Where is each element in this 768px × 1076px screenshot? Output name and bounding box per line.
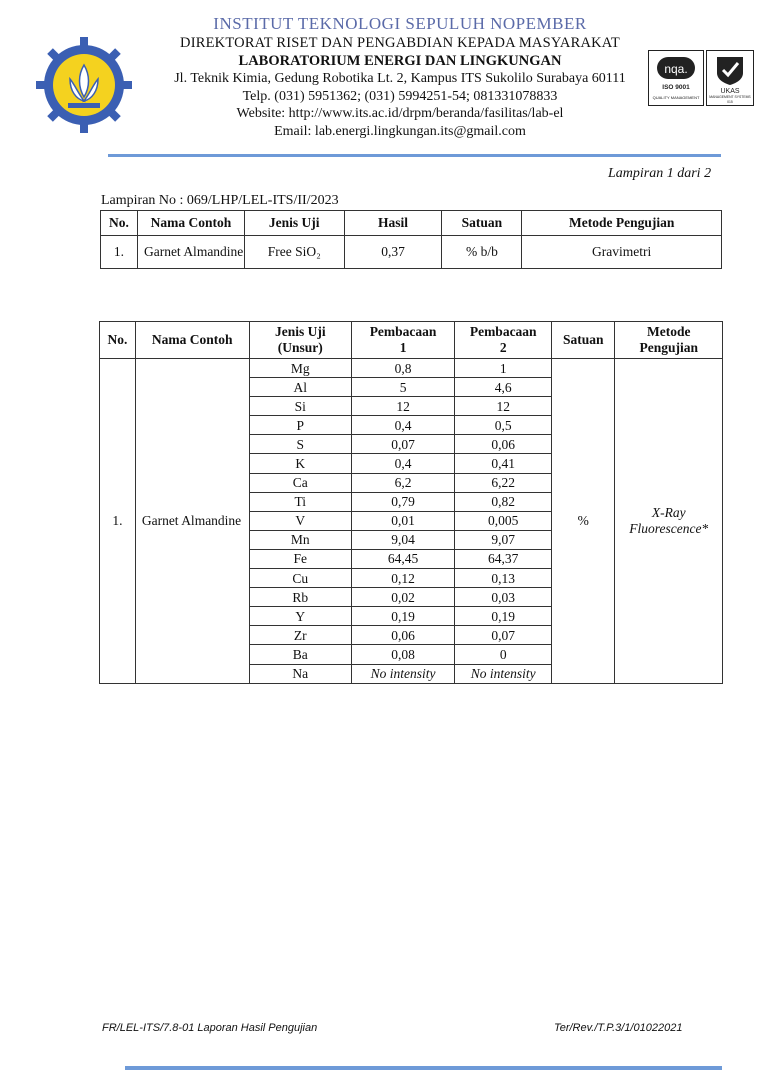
laboratory-name: LABORATORIUM ENERGI DAN LINGKUNGAN (238, 53, 562, 69)
cell-element: Cu (249, 569, 351, 588)
header-p1-line2: 1 (399, 340, 407, 355)
cell-pembacaan-1: 0,8 (351, 359, 454, 378)
revision-code: Ter/Rev./T.P.3/1/01022021 (554, 1022, 683, 1034)
cell-no: 1. (101, 236, 138, 269)
cell-pembacaan-1: 0,12 (351, 569, 454, 588)
cell-metode-line2: Fluorescence* (629, 520, 709, 536)
cell-pembacaan-2: 0,07 (455, 626, 552, 645)
ukas-code: 015 (727, 100, 733, 104)
cell-element: Zr (249, 626, 351, 645)
ukas-badge (706, 50, 754, 106)
institution-name: INSTITUT TEKNOLOGI SEPULUH NOPEMBER (213, 14, 587, 33)
nqa-iso-badge (648, 50, 704, 106)
form-code: FR/LEL-ITS/7.8-01 Laporan Hasil Pengujian (102, 1022, 318, 1034)
header-pembacaan-1 (351, 322, 454, 359)
its-logo-icon (34, 35, 134, 135)
cell-pembacaan-1: 0,19 (351, 607, 454, 626)
header-jenis-uji-line1: Jenis Uji (274, 324, 326, 339)
header-satuan: Satuan (442, 211, 522, 236)
footer-divider (125, 1066, 722, 1070)
cell-pembacaan-2: 4,6 (455, 378, 552, 397)
cell-metode: Gravimetri (522, 236, 722, 269)
header-metode: Metode Pengujian (522, 211, 722, 236)
header-no: No. (101, 211, 138, 236)
header-jenis-uji-line2: (Unsur) (277, 340, 323, 355)
cell-pembacaan-1: 64,45 (351, 549, 454, 568)
website: Website: http://www.its.ac.id/drpm/beranda/fasilitas/lab-el (236, 106, 564, 121)
cell-element: S (249, 435, 351, 454)
header-metode (615, 322, 723, 359)
cell-pembacaan-2: 9,07 (455, 530, 552, 549)
cell-pembacaan-2: No intensity (455, 664, 552, 683)
address: Jl. Teknik Kimia, Gedung Robotika Lt. 2, Kampus ITS Sukolilo Surabaya 60111 (174, 71, 626, 86)
cell-pembacaan-2: 0,41 (455, 454, 552, 473)
cell-pembacaan-2: 0,03 (455, 588, 552, 607)
page-indicator: Lampiran 1 dari 2 (608, 166, 712, 181)
cell-satuan: % (552, 359, 615, 684)
nqa-sub: QUALITY MANAGEMENT (652, 95, 700, 100)
cell-element: P (249, 416, 351, 435)
cell-pembacaan-1: 6,2 (351, 473, 454, 492)
cell-pembacaan-2: 0,5 (455, 416, 552, 435)
cell-pembacaan-1: 0,07 (351, 435, 454, 454)
table-row (101, 236, 722, 269)
cell-pembacaan-1: 0,08 (351, 645, 454, 664)
table-header-row (101, 211, 722, 236)
header-divider (108, 154, 721, 157)
cell-metode (615, 359, 723, 684)
email: Email: lab.energi.lingkungan.its@gmail.com (274, 123, 526, 139)
header-jenis-uji: Jenis Uji (244, 211, 344, 236)
cell-no: 1. (100, 359, 136, 684)
header-p2-line1: Pembacaan (469, 324, 537, 339)
cell-pembacaan-2: 0 (455, 645, 552, 664)
cell-element: Ti (249, 492, 351, 511)
cell-nama: Garnet Almandine (137, 236, 244, 269)
cell-pembacaan-1: 0,06 (351, 626, 454, 645)
cell-pembacaan-2: 6,22 (455, 473, 552, 492)
cell-element: Y (249, 607, 351, 626)
table-row (100, 359, 723, 378)
header-nama-contoh: Nama Contoh (135, 322, 249, 359)
cell-element: Al (249, 378, 351, 397)
cell-nama: Garnet Almandine (135, 359, 249, 684)
cell-element: Ba (249, 645, 351, 664)
directorate-name: DIREKTORAT RISET DAN PENGABDIAN KEPADA MASYARAKAT (180, 35, 620, 51)
letterhead (120, 14, 680, 140)
cell-pembacaan-1: 0,01 (351, 511, 454, 530)
ukas-brand: UKAS (720, 88, 740, 95)
header-satuan: Satuan (552, 322, 615, 359)
ukas-sub: MANAGEMENT SYSTEMS (709, 95, 751, 99)
cell-pembacaan-2: 0,13 (455, 569, 552, 588)
cell-satuan: % b/b (442, 236, 522, 269)
cell-element: V (249, 511, 351, 530)
cell-pembacaan-1: 0,02 (351, 588, 454, 607)
cell-pembacaan-1: 0,79 (351, 492, 454, 511)
cell-element: Rb (249, 588, 351, 607)
header-p2-line2: 2 (499, 340, 507, 355)
cell-element: Mn (249, 530, 351, 549)
header-no: No. (100, 322, 136, 359)
cell-metode-line1: X-Ray (651, 504, 686, 520)
header-pembacaan-2 (455, 322, 552, 359)
cell-element: Si (249, 397, 351, 416)
header-nama-contoh: Nama Contoh (137, 211, 244, 236)
header-metode-line2: Pengujian (639, 340, 698, 355)
cell-pembacaan-2: 0,06 (455, 435, 552, 454)
cell-pembacaan-1: 12 (351, 397, 454, 416)
nqa-cert: ISO 9001 (662, 84, 690, 91)
phone: Telp. (031) 5951362; (031) 5994251-54; 081331078833 (242, 88, 558, 104)
cell-element: K (249, 454, 351, 473)
cell-element: Mg (249, 359, 351, 378)
nqa-brand: nqa. (664, 62, 688, 76)
cell-element: Na (249, 664, 351, 683)
cell-pembacaan-2: 12 (455, 397, 552, 416)
header-p1-line1: Pembacaan (369, 324, 437, 339)
header-jenis-uji (249, 322, 351, 359)
cell-pembacaan-1: 9,04 (351, 530, 454, 549)
cell-pembacaan-2: 0,005 (455, 511, 552, 530)
cell-jenis: Free SiO₂ (244, 236, 344, 269)
cell-element: Ca (249, 473, 351, 492)
table-header-row (100, 322, 723, 359)
cell-pembacaan-1: 0,4 (351, 416, 454, 435)
document-number: Lampiran No : 069/LHP/LEL-ITS/II/2023 (101, 193, 339, 208)
xrf-results-table (99, 321, 723, 684)
cell-pembacaan-1: 0,4 (351, 454, 454, 473)
gravimetric-results-table (100, 210, 722, 269)
cell-pembacaan-2: 0,82 (455, 492, 552, 511)
cell-pembacaan-2: 0,19 (455, 607, 552, 626)
header-metode-line1: Metode (646, 324, 691, 339)
cell-pembacaan-1: No intensity (351, 664, 454, 683)
cell-pembacaan-2: 64,37 (455, 549, 552, 568)
cell-pembacaan-2: 1 (455, 359, 552, 378)
cell-element: Fe (249, 549, 351, 568)
cell-hasil: 0,37 (344, 236, 442, 269)
cell-pembacaan-1: 5 (351, 378, 454, 397)
header-hasil: Hasil (344, 211, 442, 236)
